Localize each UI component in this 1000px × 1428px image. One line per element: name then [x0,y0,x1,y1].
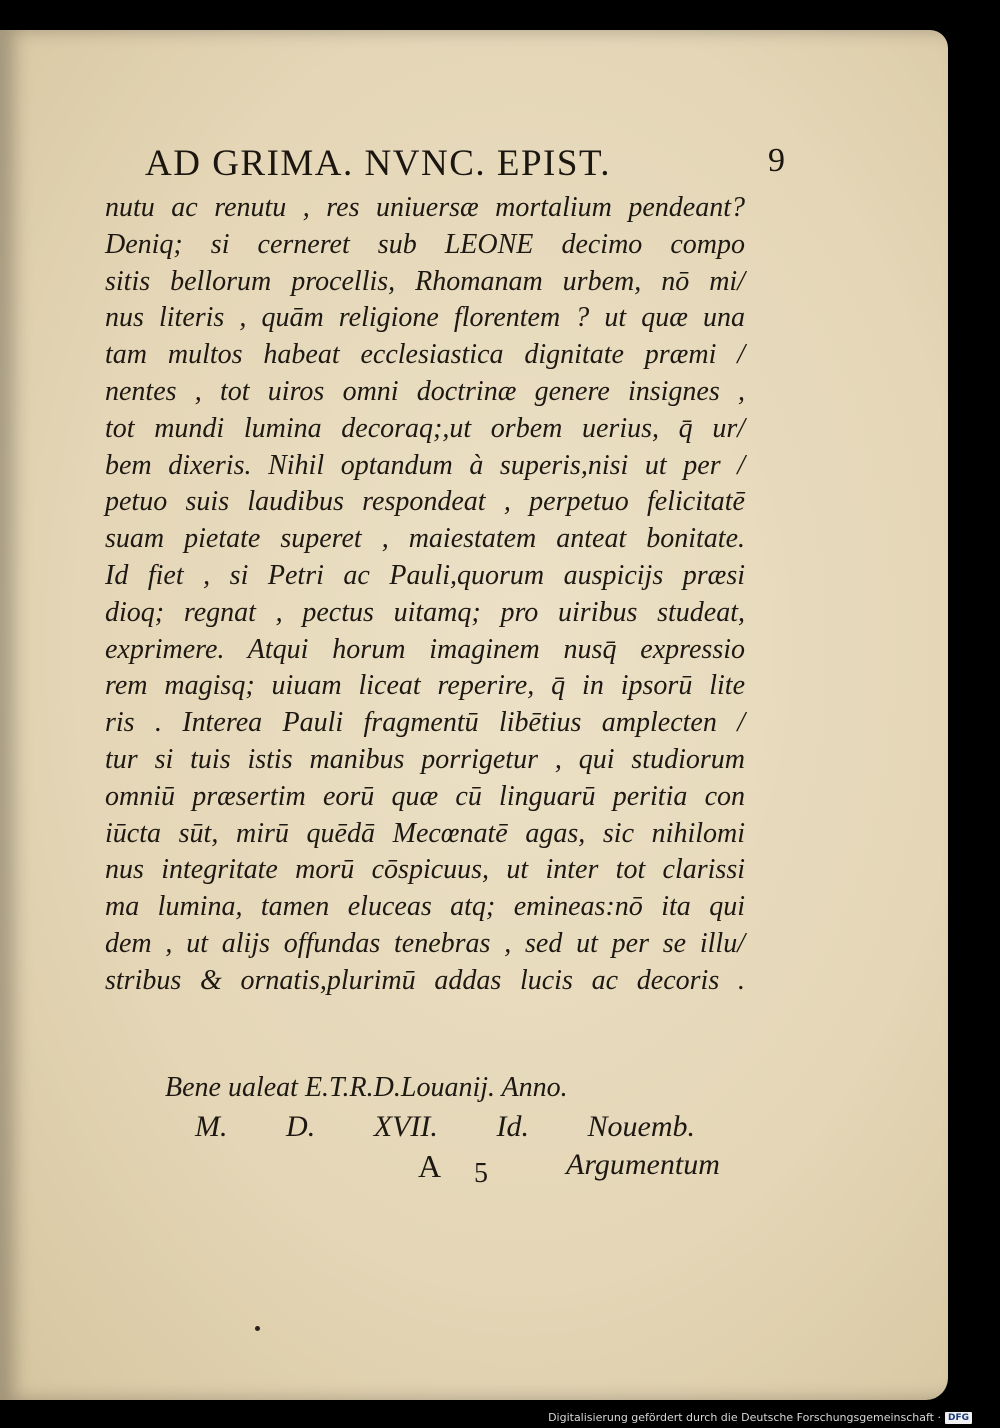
text-line: dem , ut alijs offundas tenebras , sed ut per se illu/ [105,927,745,959]
book-page [0,30,948,1400]
text-line: dioq; regnat , pectus uitamq; pro uiribus studeat, [105,596,745,628]
text-line: exprimere. Atqui horum imaginem nusq̄ expressio [105,633,745,665]
text-line: nus literis , quām religione florentem ? ut quæ una [105,302,745,334]
date-part: M. [195,1110,228,1143]
text-line: tam multos habeat ecclesiastica dignitate præmi / [105,339,745,371]
credit-text: Digitalisierung gefördert durch die Deutsche Forschungsgemeinschaft · [548,1411,941,1424]
text-line: bem dixeris. Nihil optandum à superis,nisi ut per / [105,449,745,481]
dfg-logo: DFG [945,1412,972,1424]
text-line: rem magisq; uiuam liceat reperire, q̄ in ipsorū lite [105,670,745,702]
text-line: tur si tuis istis manibus porrigetur , qui studiorum [105,743,745,775]
text-line: nus integritate morū cōspicuus, ut inter tot clarissi [105,854,745,886]
date-part: XVII. [373,1110,438,1143]
signature-number: 5 [474,1158,488,1189]
closing-salutation: Bene ualeat E.T.R.D.Louanij. Anno. [165,1072,568,1103]
catchword: Argumentum [566,1148,720,1181]
text-line: stribus & ornatis,plurimū addas lucis ac decoris . [105,964,745,996]
date-part: Nouemb. [587,1110,695,1143]
date-part: Id. [496,1110,529,1143]
text-line: ris . Interea Pauli fragmentū libētius amplecten / [105,707,745,739]
page-number: 9 [768,142,785,179]
text-line: iūcta sūt, mirū quēdā Mecœnatē agas, sic nihilomi [105,817,745,849]
text-line: sitis bellorum procellis, Rhomanam urbem, nō mi/ [105,265,745,297]
text-line: suam pietate superet , maiestatem anteat bonitate. [105,523,745,555]
text-line: tot mundi lumina decoraq;,ut orbem uerius, q̄ ur/ [105,412,745,444]
text-line: Deniq; si cerneret sub LEONE decimo compo [105,228,745,260]
running-title: AD GRIMA. NVNC. EPIST. [145,143,612,184]
text-line: ma lumina, tamen eluceas atq; emineas:nō ita qui [105,891,745,923]
text-line: Id fiet , si Petri ac Pauli,quorum auspicijs præsi [105,559,745,591]
text-line: omniū præsertim eorū quæ cū linguarū peritia con [105,780,745,812]
digitization-credit [548,1411,972,1424]
text-line: nutu ac renutu , res uniuersæ mortalium pendeant? [105,192,745,223]
date-part: D. [286,1110,316,1143]
letter-body [105,190,745,1000]
date-line [195,1110,695,1144]
paper-speck [255,1326,260,1331]
text-line: petuo suis laudibus respondeat , perpetuo felicitatē [105,486,745,518]
signature-mark: A [418,1148,442,1184]
text-line: nentes , tot uiros omni doctrinæ genere insignes , [105,375,745,407]
